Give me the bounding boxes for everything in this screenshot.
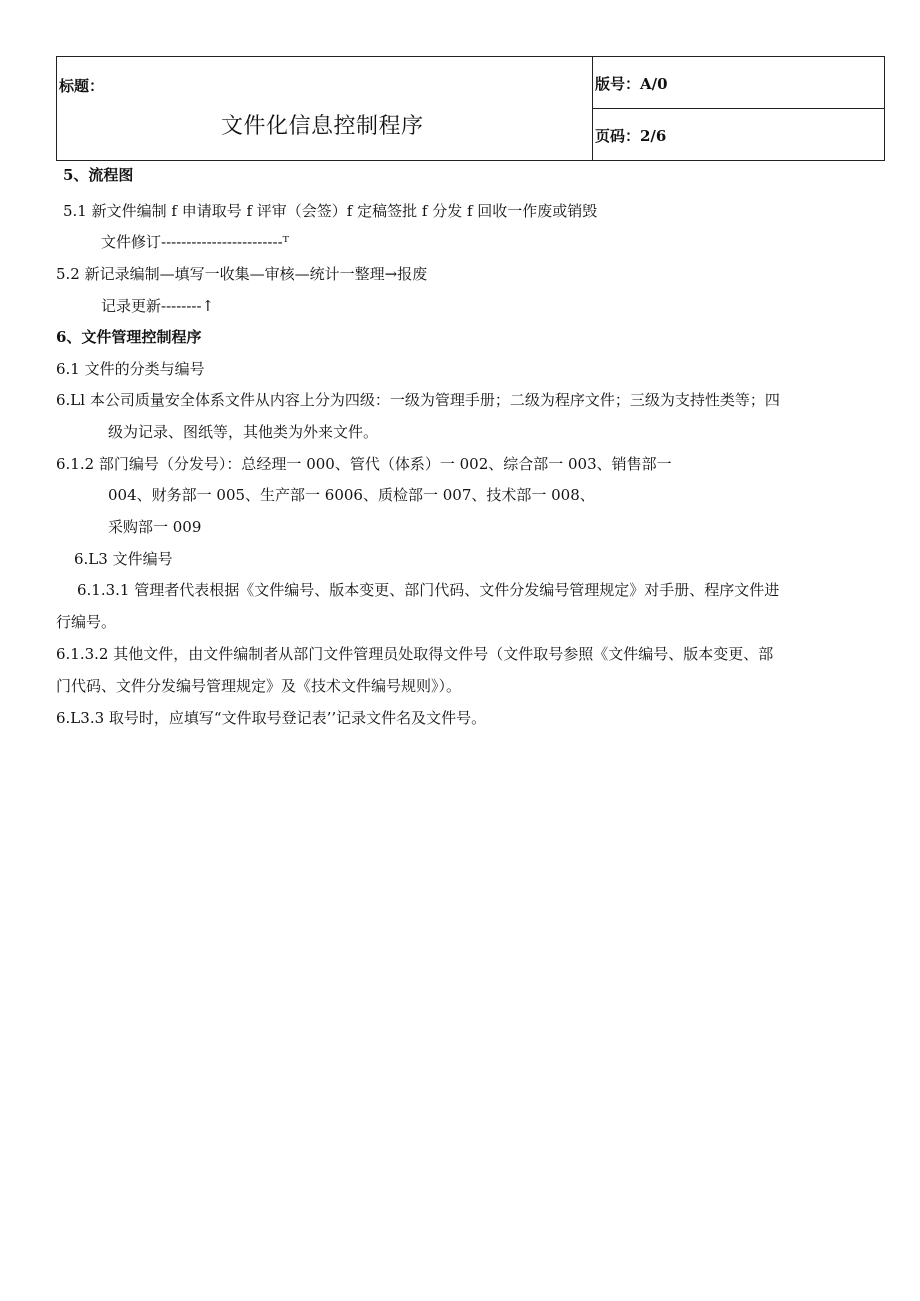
- document-header-table: [56, 56, 885, 161]
- version-cell: [593, 57, 885, 109]
- section-5-heading: 5、流程图: [63, 166, 134, 184]
- document-title: 文件化信息控制程序: [221, 114, 424, 139]
- page-cell: [593, 109, 885, 161]
- flow-line-5-1-revision: 文件修订------------------------ᵀ: [101, 233, 289, 251]
- clause-6-1-3: 6.L3 文件编号: [74, 550, 173, 568]
- clause-6-1-1-line1: 6.Ll 本公司质量安全体系文件从内容上分为四级：一级为管理手册；二级为程序文件；三级为支持性类等；四: [56, 391, 780, 409]
- flow-line-5-2: 5.2 新记录编制—填写一收集—审核—统计一整理→报废: [56, 265, 428, 283]
- clause-6-1-1-line2: 级为记录、图纸等，其他类为外来文件。: [108, 423, 379, 441]
- section-6-heading: 6、文件管理控制程序: [56, 328, 202, 346]
- clause-6-1-3-1-line1: 6.1.3.1 管理者代表根据《文件编号、版本变更、部门代码、文件分发编号管理规定》对手册、程序文件进: [77, 581, 780, 599]
- flow-line-5-1: 5.1 新文件编制 f 申请取号 f 评审（会签）f 定稿签批 f 分发 f 回收一作废或销毁: [63, 202, 598, 220]
- clause-6-1-3-2-line2: 门代码、文件分发编号管理规定》及《技术文件编号规则》）。: [56, 677, 462, 695]
- version-number: 版号：A/0: [595, 75, 668, 93]
- clause-6-1-2-line2: 004、财务部一 005、生产部一 6006、质检部一 007、技术部一 008、: [108, 486, 595, 504]
- clause-6-1-3-1-line2: 行编号。: [56, 613, 117, 631]
- clause-6-1: 6.1 文件的分类与编号: [56, 360, 205, 378]
- clause-6-1-3-2-line1: 6.1.3.2 其他文件，由文件编制者从部门文件管理员处取得文件号（文件取号参照《文件编号、版本变更、部: [56, 645, 774, 663]
- clause-6-1-2-line1: 6.1.2 部门编号（分发号）：总经理一 000、管代（体系）一 002、综合部一 003、销售部一: [56, 455, 672, 473]
- title-cell: [57, 57, 593, 161]
- page-number: 页码：2/6: [595, 127, 667, 145]
- flow-line-5-2-update: 记录更新--------↑: [101, 297, 215, 315]
- clause-6-1-3-3: 6.L3.3 取号时，应填写“文件取号登记表’’记录文件名及文件号。: [56, 709, 487, 727]
- clause-6-1-2-line3: 采购部一 009: [108, 518, 202, 536]
- title-label: 标题：: [59, 77, 105, 95]
